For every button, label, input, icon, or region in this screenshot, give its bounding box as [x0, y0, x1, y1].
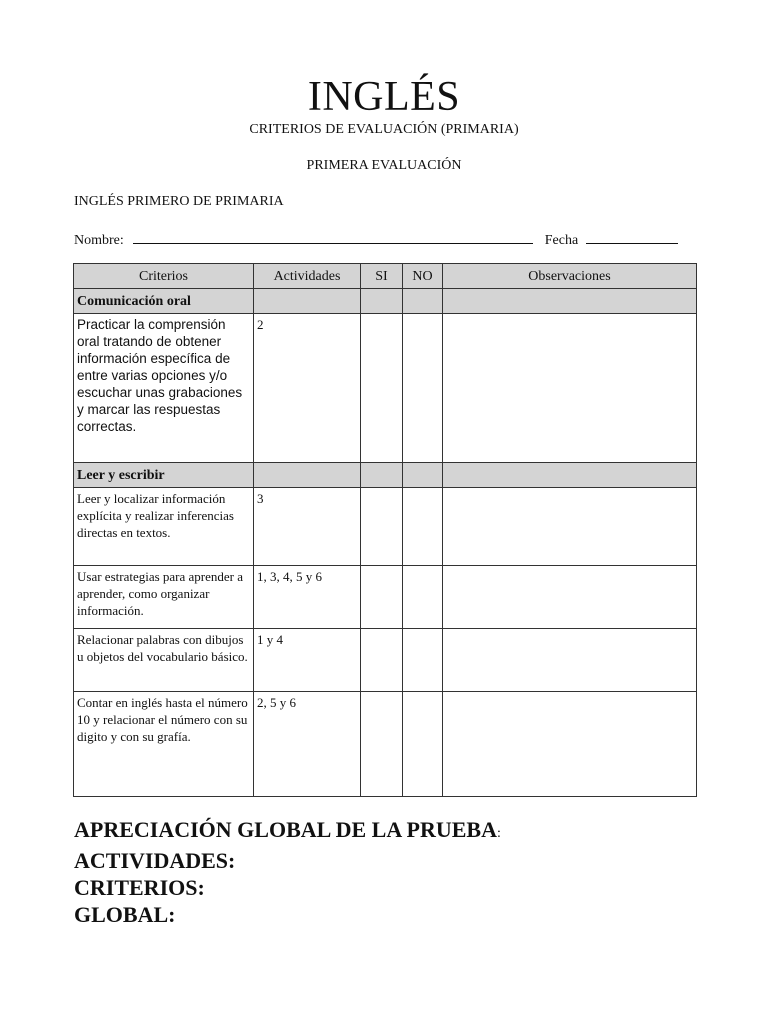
activities-cell: 2, 5 y 6: [254, 692, 361, 797]
course-label: INGLÉS PRIMERO DE PRIMARIA: [74, 194, 284, 209]
criteria-heading: CRITERIOS:: [74, 875, 205, 900]
si-cell[interactable]: [361, 629, 403, 692]
table-row: [74, 314, 697, 463]
criterion-cell: Leer y localizar información explícita y realizar inferencias directas en textos.: [74, 488, 254, 566]
si-cell[interactable]: [361, 692, 403, 797]
table-header-row: [74, 264, 697, 289]
activities-cell: 1 y 4: [254, 629, 361, 692]
activities-cell: 3: [254, 488, 361, 566]
observations-cell[interactable]: [443, 629, 697, 692]
no-cell[interactable]: [403, 629, 443, 692]
no-cell[interactable]: [403, 314, 443, 463]
observations-cell[interactable]: [443, 488, 697, 566]
activities-cell: 2: [254, 314, 361, 463]
section-row-comunicacion: [74, 289, 697, 314]
col-si: SI: [361, 264, 403, 289]
table-row: [74, 488, 697, 566]
criterion-cell: Practicar la comprensión oral tratando de obtener información específica de entre varias opciones y/o escuchar unas grabaciones y marcar las respuestas correctas.: [74, 314, 254, 463]
evaluation-label: PRIMERA EVALUACIÓN: [306, 158, 462, 173]
section-title: Leer y escribir: [74, 463, 254, 488]
col-actividades: Actividades: [254, 264, 361, 289]
global-summary: [74, 816, 501, 928]
no-cell[interactable]: [403, 692, 443, 797]
si-cell[interactable]: [361, 566, 403, 629]
document-title: INGLÉS: [307, 74, 461, 120]
section-title: Comunicación oral: [74, 289, 254, 314]
no-cell[interactable]: [403, 488, 443, 566]
observations-cell[interactable]: [443, 692, 697, 797]
col-observaciones: Observaciones: [443, 264, 697, 289]
no-cell[interactable]: [403, 566, 443, 629]
criterion-cell: Relacionar palabras con dibujos u objetos del vocabulario básico.: [74, 629, 254, 692]
col-criterios: Criterios: [74, 264, 254, 289]
date-line[interactable]: [586, 229, 678, 244]
criterion-cell: Contar en inglés hasta el número 10 y relacionar el número con su digito y con su grafía.: [74, 692, 254, 797]
table-row: [74, 629, 697, 692]
criterion-cell: Usar estrategias para aprender a aprender, como organizar información.: [74, 566, 254, 629]
section-row-leer: [74, 463, 697, 488]
global-heading: GLOBAL:: [74, 902, 176, 927]
observations-cell[interactable]: [443, 566, 697, 629]
date-label: Fecha: [544, 233, 579, 248]
criteria-table: [73, 263, 697, 797]
global-appraisal-heading: APRECIACIÓN GLOBAL DE LA PRUEBA:: [74, 817, 501, 842]
si-cell[interactable]: [361, 314, 403, 463]
si-cell[interactable]: [361, 488, 403, 566]
table-row: [74, 566, 697, 629]
name-date-row: [74, 229, 678, 250]
name-line[interactable]: [133, 229, 533, 244]
activities-heading: ACTIVIDADES:: [74, 848, 236, 873]
col-no: NO: [403, 264, 443, 289]
activities-cell: 1, 3, 4, 5 y 6: [254, 566, 361, 629]
name-label: Nombre:: [74, 233, 124, 248]
observations-cell[interactable]: [443, 314, 697, 463]
document-subtitle: CRITERIOS DE EVALUACIÓN (PRIMARIA): [249, 122, 519, 137]
table-row: [74, 692, 697, 797]
